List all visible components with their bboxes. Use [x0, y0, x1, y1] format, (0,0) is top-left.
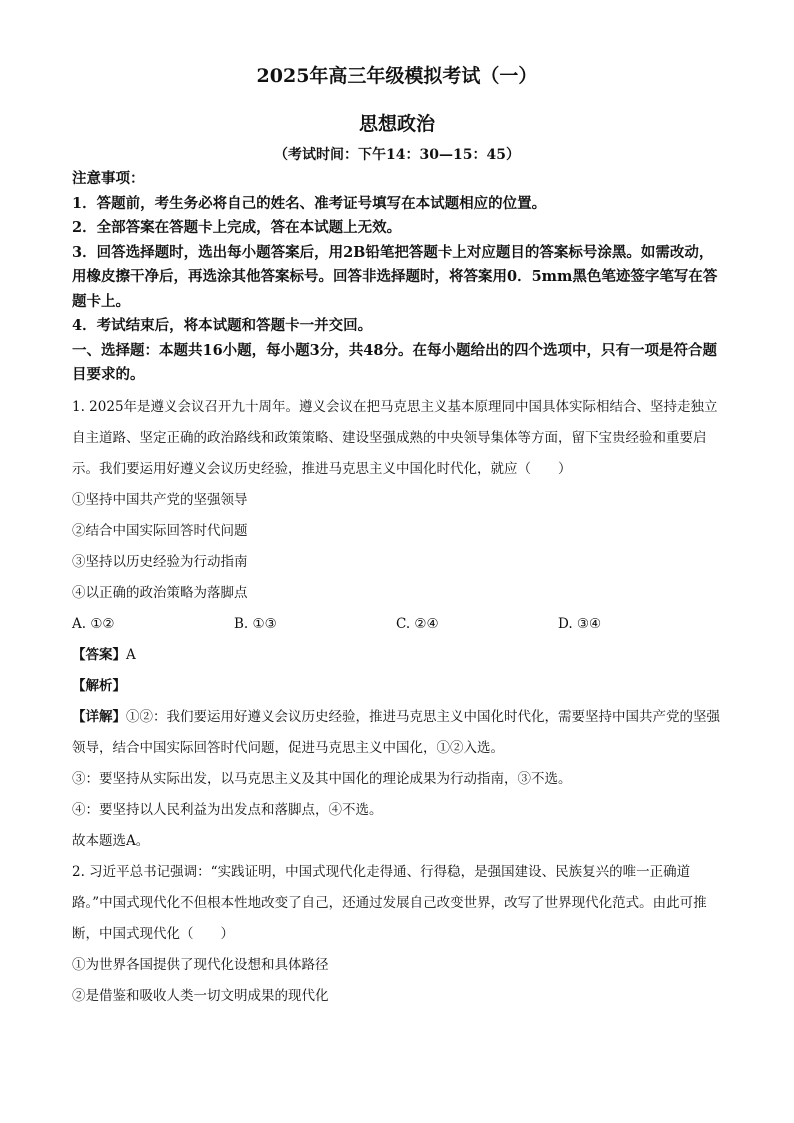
statement-item: ②结合中国实际回答时代问题 — [72, 522, 248, 539]
notice-item: 3．回答选择题时，选出每小题答案后，用2B铅笔把答题卡上对应题目的答案标号涂黑。如需改动，用橡皮擦干净后，再选涂其他答案标号。回答非选择题时，将答案用0．5mm黑色笔迹签字笔写在答题卡上。 — [72, 243, 718, 310]
question-stem: 2. 习近平总书记强调：“实践证明，中国式现代化走得通、行得稳，是强国建设、民族复兴的唯一正确道路。”中国式现代化不但根本性地改变了自己，还通过发展自己改变世界，改写了世界现代化范式。由此可推断，中国式现代化（ ） — [72, 863, 707, 942]
option-b: B. ①③ — [234, 615, 277, 632]
option-d: D. ③④ — [558, 615, 602, 632]
detail-text: 故本题选A。 — [72, 832, 150, 849]
answer-value: A — [126, 646, 136, 663]
detail-line — [72, 702, 722, 764]
exam-time: （考试时间：下午14：30—15：45） — [274, 147, 520, 163]
option-row — [72, 609, 722, 640]
statement-item: ①为世界各国提供了现代化设想和具体路径 — [72, 956, 329, 973]
statement-item: ④以正确的政治策略为落脚点 — [72, 584, 248, 601]
exam-title: 2025年高三年级模拟考试（一） — [256, 65, 538, 87]
question-1 — [72, 392, 722, 857]
subject-title: 思想政治 — [358, 113, 435, 135]
option-c: C. ②④ — [396, 615, 439, 632]
question-2 — [72, 857, 722, 1012]
notice-heading: 注意事项： — [72, 170, 145, 187]
answer-line — [72, 640, 722, 671]
notice-item: 1．答题前，考生务必将自己的姓名、准考证号填写在本试题相应的位置。 — [72, 194, 547, 212]
statement-item: ①坚持中国共产党的坚强领导 — [72, 491, 248, 508]
exam-page — [72, 62, 722, 1012]
section-heading: 一、选择题：本题共16小题，每小题3分，共48分。在每小题给出的四个选项中，只有一项是符合题目要求的。 — [72, 341, 717, 383]
detail-text: ①②：我们要运用好遵义会议历史经验，推进马克思主义中国化时代化，需要坚持中国共产党的坚强领导，结合中国实际回答时代问题，促进马克思主义中国化，①②入选。 — [72, 708, 720, 756]
notice-item: 4．考试结束后，将本试题和答题卡一并交回。 — [72, 317, 373, 334]
detail-text: ③：要坚持从实际出发，以马克思主义及其中国化的理论成果为行动指南，③不选。 — [72, 770, 572, 787]
answer-tag: 【答案】 — [72, 646, 126, 663]
analysis-tag: 【解析】 — [72, 677, 126, 694]
detail-tag: 【详解】 — [72, 708, 126, 725]
option-a: A. ①② — [72, 615, 115, 632]
statement-item: ③坚持以历史经验为行动指南 — [72, 553, 248, 570]
statement-item: ②是借鉴和吸收人类一切文明成果的现代化 — [72, 987, 329, 1004]
detail-text: ④：要坚持以人民利益为出发点和落脚点，④不选。 — [72, 801, 383, 818]
question-stem: 1. 2025年是遵义会议召开九十周年。遵义会议在把马克思主义基本原理同中国具体实际相结合、坚持走独立自主道路、坚定正确的政治路线和政策策略、建设坚强成熟的中央领导集体等方面，留下宝贵经验和重要启示。我们要运用好遵义会议历史经验，推进马克思主义中国化时代化，就应（ ） — [72, 398, 718, 477]
notice-item: 2．全部答案在答题卡上完成，答在本试题上无效。 — [72, 219, 402, 236]
notice-section — [72, 167, 722, 388]
